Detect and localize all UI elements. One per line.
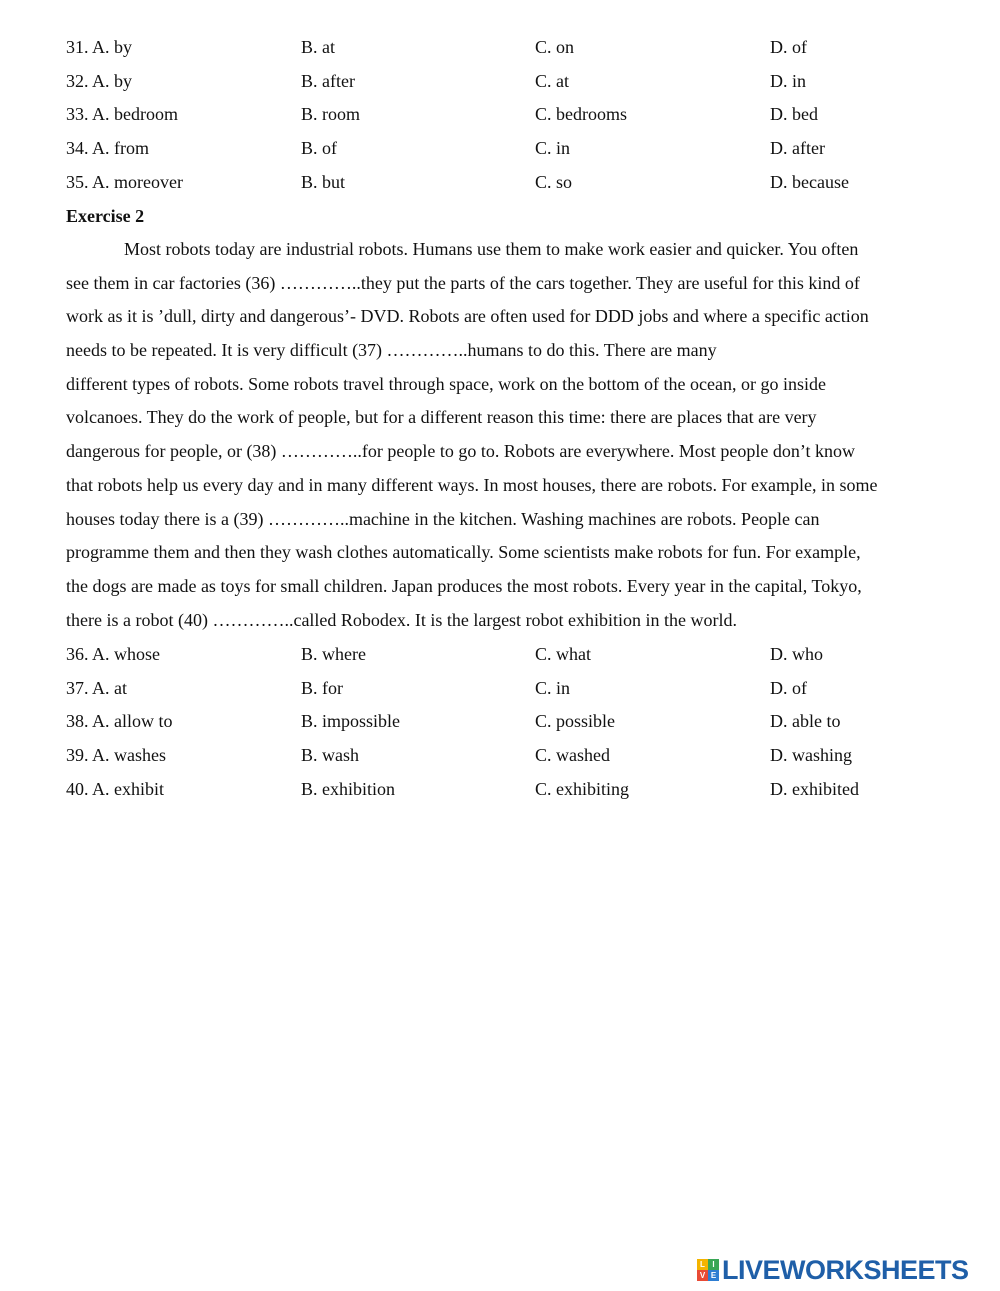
passage-line: see them in car factories (36) …………..they put the parts of the cars together. They are useful for this kind of bbox=[66, 272, 860, 293]
option-c: C. possible bbox=[535, 711, 616, 732]
option-a: 31. A. by bbox=[66, 37, 133, 57]
option-b: B. room bbox=[301, 104, 361, 125]
option-b: B. at bbox=[301, 37, 335, 57]
option-a: 39. A. washes bbox=[66, 745, 166, 766]
option-a: 37. A. at bbox=[66, 677, 127, 698]
option-c: C. at bbox=[535, 70, 569, 91]
question-row bbox=[66, 672, 966, 706]
option-d: D. of bbox=[770, 677, 807, 698]
question-row bbox=[66, 98, 966, 132]
question-row bbox=[66, 773, 966, 807]
option-a: 35. A. moreover bbox=[66, 171, 183, 192]
passage-line: programme them and then they wash clothes automatically. Some scientists make robots for fun. For example, bbox=[66, 542, 861, 563]
passage-line: there is a robot (40) …………..called Robodex. It is the largest robot exhibition in the world. bbox=[66, 609, 738, 630]
question-list-top bbox=[66, 31, 966, 199]
option-d: D. after bbox=[770, 138, 825, 159]
option-d: D. of bbox=[770, 37, 807, 57]
option-a: 33. A. bedroom bbox=[66, 104, 178, 125]
option-d: D. bed bbox=[770, 104, 818, 125]
option-b: B. impossible bbox=[301, 711, 401, 732]
option-c: C. so bbox=[535, 171, 573, 192]
passage-line: work as it is ’dull, dirty and dangerous’- DVD. Robots are often used for DDD jobs and where a specific action bbox=[66, 306, 869, 327]
option-a: 40. A. exhibit bbox=[66, 778, 164, 799]
passage-line: needs to be repeated. It is very difficult (37) …………..humans to do this. There are many bbox=[66, 340, 717, 361]
question-row bbox=[66, 31, 966, 65]
reading-passage bbox=[66, 233, 966, 637]
passage-line: the dogs are made as toys for small children. Japan produces the most robots. Every year in the capital, Tokyo, bbox=[66, 575, 862, 596]
passage-line: houses today there is a (39) …………..machine in the kitchen. Washing machines are robots. People can bbox=[66, 508, 820, 529]
option-d: D. exhibited bbox=[770, 778, 859, 799]
logo-text: LIVEWORKSHEETS bbox=[722, 1254, 969, 1285]
option-d: D. able to bbox=[770, 711, 841, 732]
option-c: C. exhibiting bbox=[535, 778, 629, 799]
option-c: C. in bbox=[535, 138, 571, 159]
question-row bbox=[66, 166, 966, 200]
option-b: B. after bbox=[301, 70, 355, 91]
liveworksheets-logo bbox=[697, 1256, 969, 1284]
logo-mark-tile: V bbox=[697, 1270, 708, 1281]
option-d: D. washing bbox=[770, 745, 852, 766]
option-c: C. what bbox=[535, 644, 591, 664]
option-c: C. bedrooms bbox=[535, 104, 627, 125]
logo-mark-tile: I bbox=[708, 1259, 719, 1270]
option-d: D. because bbox=[770, 171, 849, 192]
question-row bbox=[66, 739, 966, 773]
option-b: B. exhibition bbox=[301, 778, 395, 799]
question-row bbox=[66, 638, 966, 672]
question-row bbox=[66, 705, 966, 739]
option-c: C. in bbox=[535, 677, 571, 698]
option-c: C. on bbox=[535, 37, 575, 57]
logo-mark-tile: E bbox=[708, 1270, 719, 1281]
passage-line: that robots help us every day and in many different ways. In most houses, there are robots. For example, in some bbox=[66, 474, 878, 495]
option-c: C. washed bbox=[535, 745, 610, 766]
option-b: B. of bbox=[301, 138, 337, 159]
question-row bbox=[66, 132, 966, 166]
passage-line: volcanoes. They do the work of people, but for a different reason this time: there are places that are very bbox=[66, 407, 817, 428]
option-b: B. where bbox=[301, 644, 366, 664]
logo-mark-icon bbox=[697, 1259, 719, 1281]
option-a: 32. A. by bbox=[66, 70, 133, 91]
option-a: 36. A. whose bbox=[66, 644, 160, 664]
option-d: D. who bbox=[770, 644, 823, 664]
passage-line: Most robots today are industrial robots. Humans use them to make work easier and quicker. You often bbox=[124, 239, 859, 259]
exercise-heading: Exercise 2 bbox=[66, 206, 145, 226]
question-row bbox=[66, 65, 966, 99]
logo-mark-tile: L bbox=[697, 1259, 708, 1270]
option-b: B. for bbox=[301, 677, 343, 698]
passage-line: dangerous for people, or (38) …………..for people to go to. Robots are everywhere. Most people don’t know bbox=[66, 441, 855, 462]
option-d: D. in bbox=[770, 70, 806, 91]
option-a: 34. A. from bbox=[66, 138, 149, 159]
passage-line: different types of robots. Some robots travel through space, work on the bottom of the ocean, or go inside bbox=[66, 373, 826, 394]
option-a: 38. A. allow to bbox=[66, 711, 173, 732]
option-b: B. but bbox=[301, 171, 346, 192]
question-list-bottom bbox=[66, 638, 966, 806]
option-b: B. wash bbox=[301, 745, 359, 766]
